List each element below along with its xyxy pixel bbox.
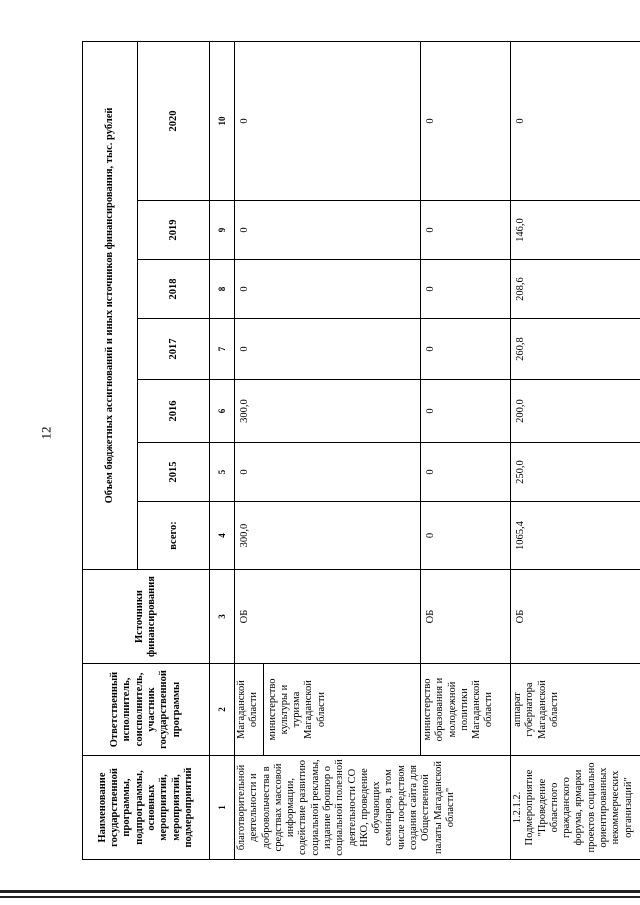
row-2016: 200,0: [511, 380, 640, 443]
header-responsible: Ответственный исполнитель, соисполнитель, участник государственной программы: [83, 664, 210, 756]
row-total: 1065,4: [511, 502, 640, 570]
header-source: Источники финансирования: [83, 570, 210, 664]
row-2019: 146,0: [511, 201, 640, 260]
row-2020: 0: [421, 41, 511, 200]
column-number: 6: [210, 380, 235, 443]
row-2017: 0: [421, 319, 511, 380]
header-year-2015: 2015: [138, 443, 210, 502]
header-name: Наименование государственной программы, подпрограммы, основных мероприятий, мероприятий, подмероприятий: [83, 756, 210, 860]
row-2015: 0: [235, 443, 421, 502]
scan-edge-line: [0, 890, 640, 893]
row-responsible-main: министерство культуры и туризма Магаданской области: [266, 678, 327, 741]
column-number: 3: [210, 570, 235, 664]
header-year-2019: 2019: [138, 201, 210, 260]
row-2016: 300,0: [235, 380, 421, 443]
row-source: ОБ: [235, 570, 421, 664]
header-year-2018: 2018: [138, 260, 210, 319]
header-year-2017: 2017: [138, 319, 210, 380]
column-number: 5: [210, 443, 235, 502]
column-number: 9: [210, 201, 235, 260]
row-2020: 0: [235, 41, 421, 200]
row-responsible: министерство образования и молодежной политики Магаданской области: [421, 664, 511, 756]
row-responsible-continued: Магаданской области: [236, 664, 264, 755]
row-2015: 0: [421, 443, 511, 502]
row-2018: 208,6: [511, 260, 640, 319]
column-number: 1: [210, 756, 235, 860]
row-source: ОБ: [421, 570, 511, 664]
header-budget-group: Объем бюджетных ассигнований и иных источников финансирования, тыс. рублей: [83, 41, 138, 569]
header-year-2016: 2016: [138, 380, 210, 443]
rotated-table-wrapper: [82, 42, 634, 860]
column-number: 10: [210, 41, 235, 200]
header-year-2020: 2020: [138, 41, 210, 200]
column-number: 8: [210, 260, 235, 319]
row-2019: 0: [421, 201, 511, 260]
row-2018: 0: [235, 260, 421, 319]
row-responsible: аппарат губернатора Магаданской области: [511, 664, 640, 756]
row-total: 300,0: [235, 502, 421, 570]
row-2016: 0: [421, 380, 511, 443]
row-source: ОБ: [511, 570, 640, 664]
header-total: всего:: [138, 502, 210, 570]
row-2015: 250,0: [511, 443, 640, 502]
page-number: 12: [38, 426, 54, 440]
row-name: благотворительной деятельности и добровольчества в средствах массовой информации, содействие развитию социальной рекламы, издание брошюр о социальной полезной деятельности СО НКО, проведение обучающих семинаров, в том числе посредством создания сайта для Общественной палаты Магаданской области": [235, 756, 511, 860]
row-responsible: [235, 664, 421, 756]
row-2019: 0: [235, 201, 421, 260]
scan-edge-line: [0, 896, 640, 898]
row-2017: 260,8: [511, 319, 640, 380]
row-total: 0: [421, 502, 511, 570]
column-number: 7: [210, 319, 235, 380]
column-number: 2: [210, 664, 235, 756]
financing-table: [82, 41, 640, 860]
row-2020: 0: [511, 41, 640, 200]
row-name: 1.2.1.2. Подмероприятие "Проведение областного гражданского форума, ярмарки проектов социально ориентированных некоммерческих организаций": [511, 756, 640, 860]
row-2018: 0: [421, 260, 511, 319]
row-2017: 0: [235, 319, 421, 380]
column-number: 4: [210, 502, 235, 570]
